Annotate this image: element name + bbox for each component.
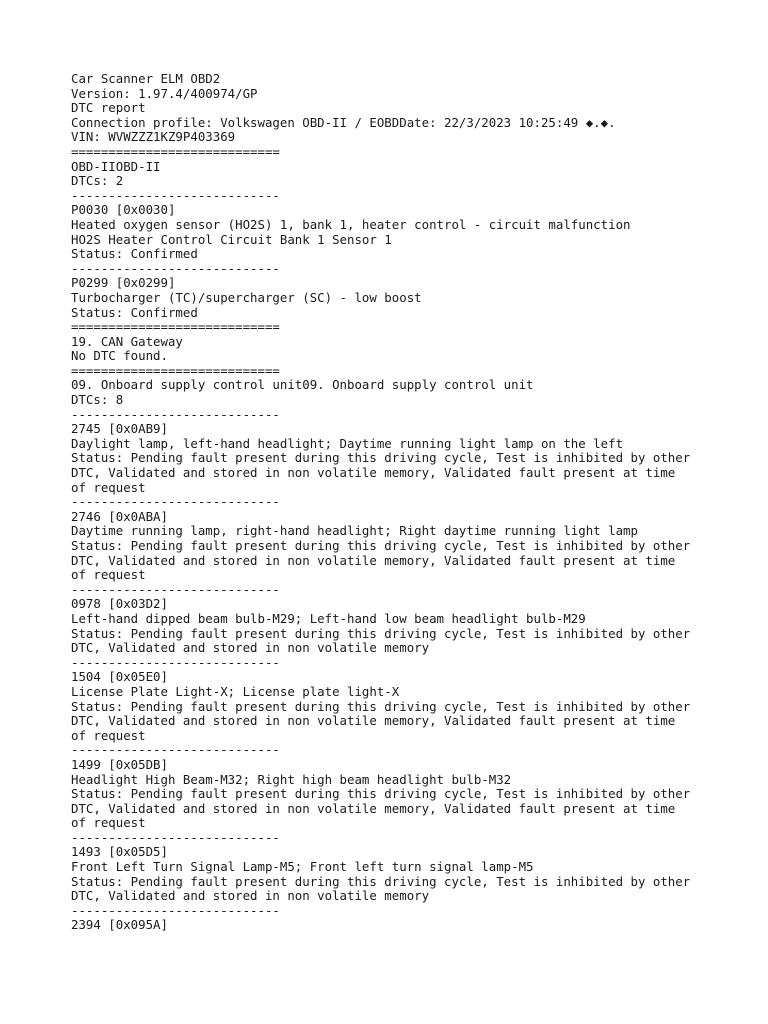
dtc-description: License Plate Light-X; License plate light-X — [71, 683, 400, 699]
module-title-can-gateway: 19. CAN Gateway — [71, 333, 183, 349]
dtc-status: Status: Pending fault present during this driving cycle, Test is inhibited by other — [71, 450, 691, 466]
dtc-count: DTCs: 8 — [71, 392, 124, 408]
entry-separator: ---------------------------- — [71, 406, 280, 422]
dtc-description: Heated oxygen sensor (HO2S) 1, bank 1, heater control - circuit malfunction — [71, 216, 631, 232]
dtc-status: DTC, Validated and stored in non volatile memory — [71, 640, 430, 656]
module-title-obd2: OBD-IIOBD-II — [71, 158, 161, 174]
dtc-code: 2746 [0x0ABA] — [71, 508, 168, 524]
dtc-description: HO2S Heater Control Circuit Bank 1 Sensor 1 — [71, 231, 392, 247]
dtc-code: P0030 [0x0030] — [71, 202, 176, 218]
dtc-code: 0978 [0x03D2] — [71, 596, 168, 612]
section-separator: ============================ — [71, 143, 280, 159]
report-title: DTC report — [71, 100, 146, 116]
dtc-description: Daytime running lamp, right-hand headlight; Right daytime running light lamp — [71, 523, 638, 539]
dtc-status: Status: Confirmed — [71, 246, 198, 262]
dtc-status: DTC, Validated and stored in non volatile memory — [71, 888, 430, 904]
dtc-count: DTCs: 2 — [71, 173, 124, 189]
vin: VIN: WVWZZZ1KZ9P403369 — [71, 129, 236, 145]
dtc-status: Status: Pending fault present during this driving cycle, Test is inhibited by other — [71, 873, 691, 889]
dtc-description: Headlight High Beam-M32; Right high beam headlight bulb-M32 — [71, 771, 512, 787]
dtc-code: P0299 [0x0299] — [71, 275, 176, 291]
dtc-status: of request — [71, 479, 146, 495]
dtc-status: Status: Pending fault present during this driving cycle, Test is inhibited by other — [71, 625, 691, 641]
entry-separator: ---------------------------- — [71, 654, 280, 670]
entry-separator: ---------------------------- — [71, 187, 280, 203]
app-version: Version: 1.97.4/400974/GP — [71, 85, 258, 101]
dtc-status: of request — [71, 727, 146, 743]
section-separator: ============================ — [71, 319, 280, 335]
dtc-description: Turbocharger (TC)/supercharger (SC) - low boost — [71, 289, 422, 305]
dtc-status: of request — [71, 815, 146, 831]
dtc-description: Left-hand dipped beam bulb-M29; Left-hand low beam headlight bulb-M29 — [71, 610, 586, 626]
dtc-status: of request — [71, 567, 146, 583]
dtc-code: 1499 [0x05DB] — [71, 756, 168, 772]
connection-profile-and-date: Connection profile: Volkswagen OBD-II / EOBDDate: 22/3/2023 10:25:49 ◆.◆. — [71, 114, 616, 130]
entry-separator: ---------------------------- — [71, 742, 280, 758]
dtc-status: Status: Pending fault present during this driving cycle, Test is inhibited by other — [71, 698, 691, 714]
dtc-code: 1504 [0x05E0] — [71, 669, 168, 685]
module-title-onboard-supply: 09. Onboard supply control unit09. Onboard supply control unit — [71, 377, 534, 393]
section-separator: ============================ — [71, 362, 280, 378]
dtc-code: 2745 [0x0AB9] — [71, 421, 168, 437]
dtc-description: Front Left Turn Signal Lamp-M5; Front left turn signal lamp-M5 — [71, 859, 534, 875]
dtc-code: 2394 [0x095A] — [71, 917, 168, 933]
dtc-report-document — [71, 72, 761, 933]
dtc-status: DTC, Validated and stored in non volatile memory, Validated fault present at time — [71, 800, 676, 816]
dtc-status: DTC, Validated and stored in non volatile memory, Validated fault present at time — [71, 713, 676, 729]
entry-separator: ---------------------------- — [71, 829, 280, 845]
entry-separator: ---------------------------- — [71, 902, 280, 918]
dtc-status: DTC, Validated and stored in non volatile memory, Validated fault present at time — [71, 465, 676, 481]
entry-separator: ---------------------------- — [71, 260, 280, 276]
app-name: Car Scanner ELM OBD2 — [71, 71, 221, 86]
dtc-status: Status: Confirmed — [71, 304, 198, 320]
no-dtc-message: No DTC found. — [71, 348, 168, 364]
dtc-status: DTC, Validated and stored in non volatile memory, Validated fault present at time — [71, 552, 676, 568]
dtc-description: Daylight lamp, left-hand headlight; Daytime running light lamp on the left — [71, 435, 624, 451]
dtc-code: 1493 [0x05D5] — [71, 844, 168, 860]
entry-separator: ---------------------------- — [71, 581, 280, 597]
dtc-status: Status: Pending fault present during this driving cycle, Test is inhibited by other — [71, 538, 691, 553]
dtc-status: Status: Pending fault present during this driving cycle, Test is inhibited by other — [71, 786, 691, 802]
entry-separator: ---------------------------- — [71, 494, 280, 510]
